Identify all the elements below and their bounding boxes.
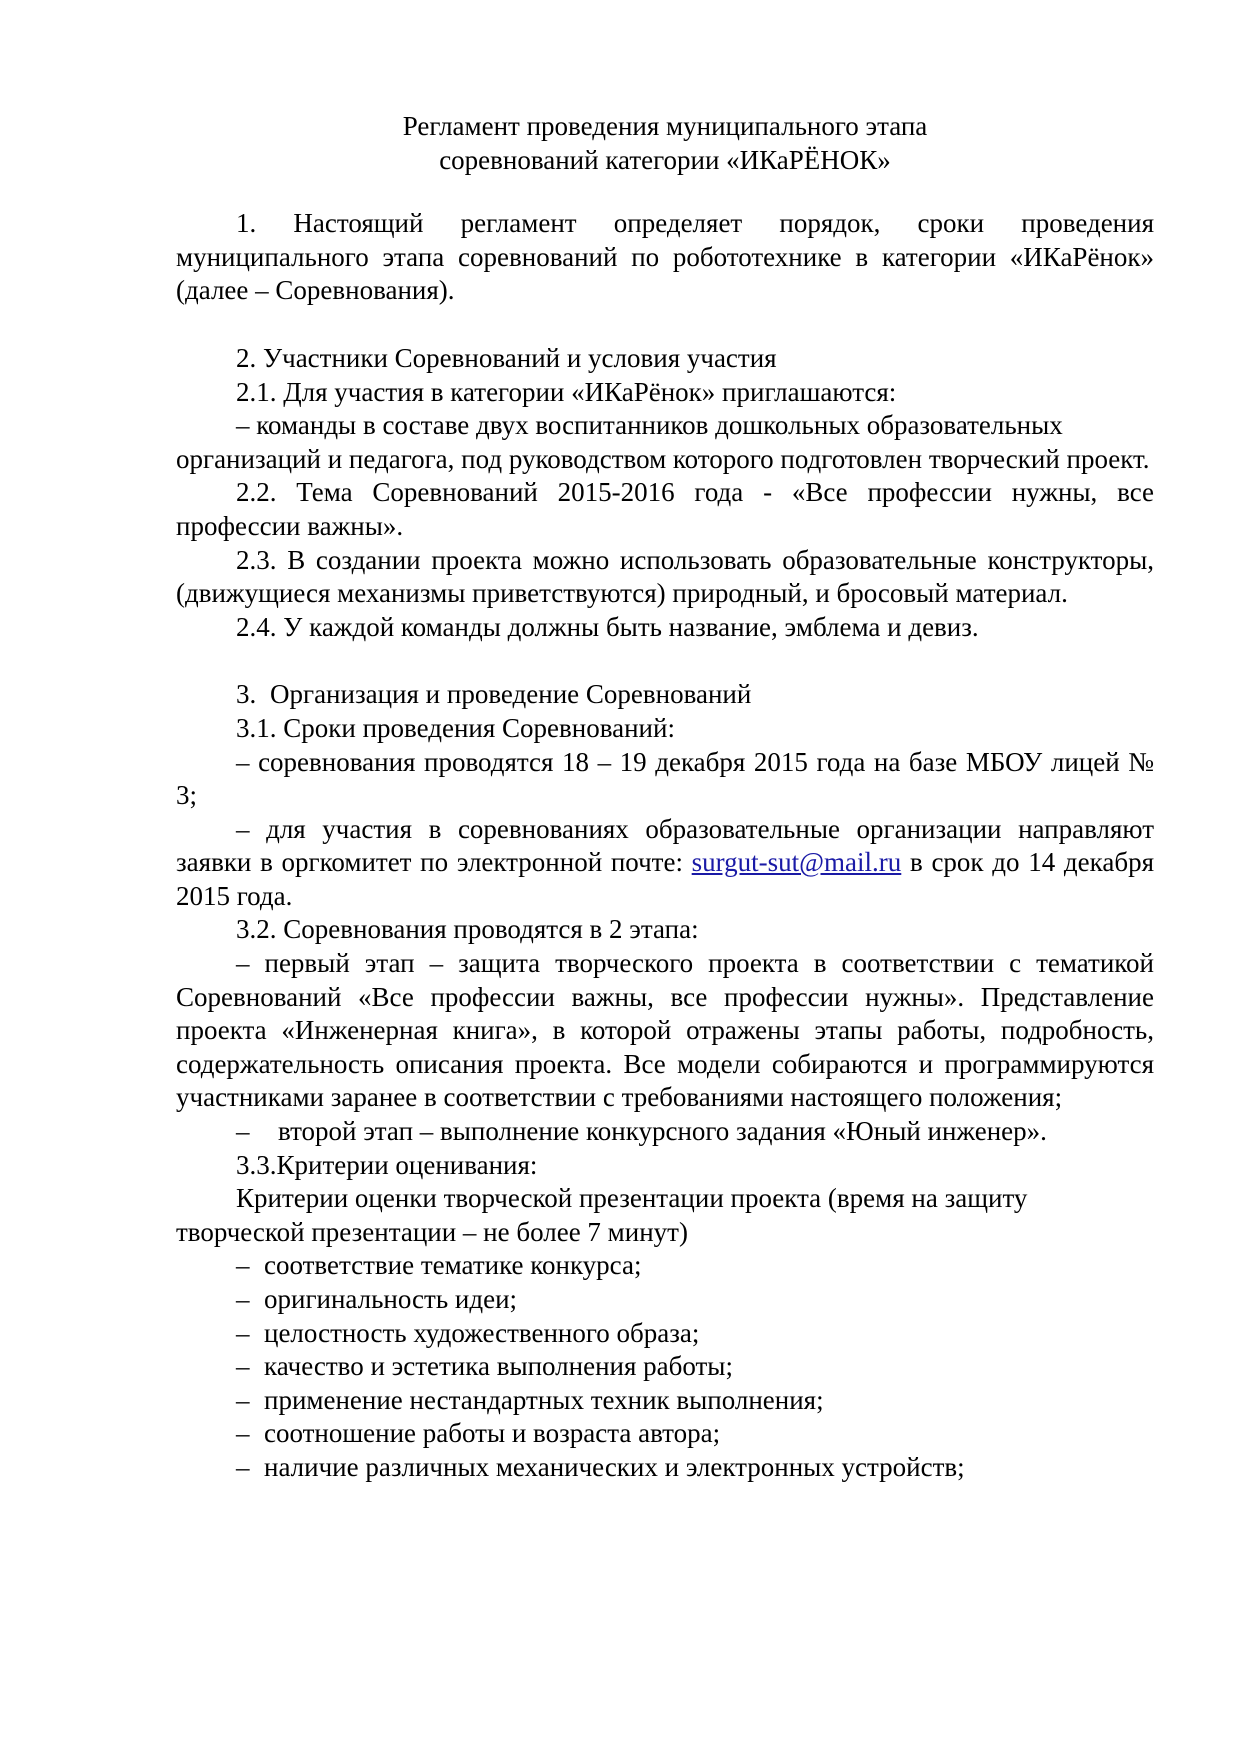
clause-3-2-item-2 xyxy=(176,1115,1154,1149)
document-page xyxy=(176,110,1154,1485)
dash-bullet: – xyxy=(236,1116,250,1147)
title-line-2: соревнований категории «ИКаРЁНОК» xyxy=(439,144,891,175)
dash-bullet: – xyxy=(236,1351,250,1382)
clause-2-2: 2.2. Тема Соревнований 2015-2016 года - «Все профессии нужны, все профессии важны». xyxy=(176,477,1154,541)
dash-bullet: – xyxy=(236,1451,250,1482)
clause-3-1-item-2-text-after: в срок до 14 декабря 2015 года. xyxy=(176,847,1154,911)
criteria-item xyxy=(176,1417,1154,1451)
criteria-item xyxy=(176,1283,1154,1317)
criteria-item xyxy=(176,1451,1154,1485)
criteria-item-text: соотношение работы и возраста автора; xyxy=(264,1418,721,1449)
criteria-item-text: целостность художественного образа; xyxy=(264,1317,700,1348)
section-2-heading: 2. Участники Соревнований и условия участия xyxy=(236,342,777,373)
dash-bullet: – xyxy=(236,1284,250,1314)
clause-2-4: 2.4. У каждой команды должны быть название, эмблема и девиз. xyxy=(236,611,979,642)
document-title xyxy=(176,110,1154,177)
clause-3-2: 3.2. Соревнования проводятся в 2 этапа: xyxy=(236,914,699,945)
dash-bullet: – xyxy=(236,1384,250,1415)
criteria-list xyxy=(176,1249,1154,1484)
clause-3-2-item-2-text: второй этап – выполнение конкурсного задания «Юный инженер». xyxy=(278,1116,1047,1147)
criteria-item-text: качество и эстетика выполнения работы; xyxy=(264,1351,733,1382)
criteria-item-text: применение нестандартных техник выполнения; xyxy=(264,1384,824,1415)
criteria-intro: Критерии оценки творческой презентации проекта (время на защиту творческой презентации – не более 7 минут) xyxy=(176,1183,1028,1247)
section-3-title: Организация и проведение Соревнований xyxy=(270,679,752,710)
clause-3-3: 3.3.Критерии оценивания: xyxy=(236,1149,538,1180)
dash-bullet: – xyxy=(236,1317,250,1348)
clause-3-1: 3.1. Сроки проведения Соревнований: xyxy=(236,712,675,743)
criteria-item xyxy=(176,1350,1154,1384)
criteria-item xyxy=(176,1384,1154,1418)
email-link[interactable]: surgut-sut@mail.ru xyxy=(691,847,902,878)
criteria-item-text: оригинальность идеи; xyxy=(264,1284,518,1314)
section-3-number: 3. xyxy=(236,679,257,710)
clause-3-1-item-2 xyxy=(176,813,1154,914)
dash-bullet: – xyxy=(236,1250,250,1281)
clause-3-1-item-1: – соревнования проводятся 18 – 19 декабря 2015 года на базе МБОУ лицей № 3; xyxy=(176,746,1154,811)
clause-3-1-item-2-text-before: – для участия в соревнованиях образовательные организации направляют заявки в оргкомитет по электронной почте: xyxy=(176,813,1154,878)
criteria-item xyxy=(176,1249,1154,1283)
title-line-1: Регламент проведения муниципального этапа xyxy=(402,111,928,141)
section-1-paragraph: 1. Настоящий регламент определяет порядок, сроки проведения муниципального этапа соревнований по робототехнике в категории «ИКаРёнок» (далее – Соревнования). xyxy=(176,208,1154,306)
dash-bullet: – xyxy=(236,1418,250,1449)
section-3-heading xyxy=(176,678,1154,712)
criteria-item xyxy=(176,1317,1154,1351)
clause-2-1-item: – команды в составе двух воспитанников дошкольных образовательных организаций и педагога, под руководством которого подготовлен творческий проект. xyxy=(176,410,1150,474)
criteria-item-text: наличие различных механических и электронных устройств; xyxy=(264,1451,965,1482)
clause-2-3: 2.3. В создании проекта можно использовать образовательные конструкторы, (движущиеся механизмы приветствуются) природный, и бросовый материал. xyxy=(176,544,1154,609)
clause-3-2-item-1: – первый этап – защита творческого проекта в соответствии с тематикой Соревнований «Все профессии важны, все профессии нужны». Представление проекта «Инженерная книга», в которой отражены этапы работы, подробность, содержательность описания проекта. Все модели собираются и программируются участниками заранее в соответствии с требованиями настоящего положения; xyxy=(176,948,1154,1113)
criteria-item-text: соответствие тематике конкурса; xyxy=(264,1250,642,1281)
clause-2-1: 2.1. Для участия в категории «ИКаРёнок» приглашаются: xyxy=(236,376,897,407)
